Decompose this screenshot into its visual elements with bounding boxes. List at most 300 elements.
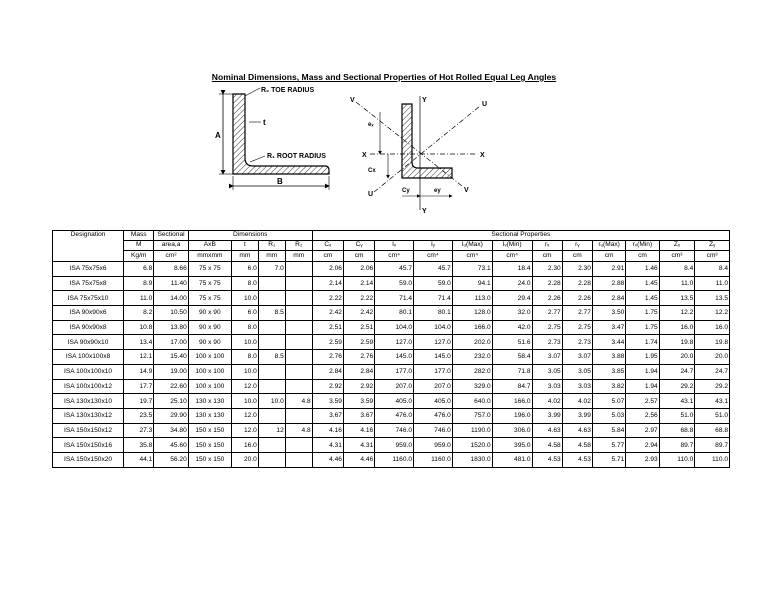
table-cell: 24.0 — [492, 276, 532, 291]
table-row — [53, 438, 730, 453]
table-cell: 29.2 — [659, 379, 695, 394]
svg-text:ey: ey — [434, 188, 441, 194]
designation-cell: ISA 130x130x12 — [53, 408, 124, 423]
table-cell: 16.0 — [695, 320, 730, 335]
table-cell: 51.0 — [659, 408, 695, 423]
table-cell: 2.77 — [562, 306, 592, 321]
table-cell: 4.53 — [532, 452, 562, 467]
table-cell: 19.00 — [154, 364, 188, 379]
designation-cell: ISA 90x90x6 — [53, 306, 124, 321]
table-cell: 75 x 75 — [188, 262, 231, 277]
table-cell: 11.40 — [154, 276, 188, 291]
table-cell: 1.46 — [626, 262, 659, 277]
table-cell: 476.0 — [414, 408, 453, 423]
toe-radius-label: R₂ TOE RADIUS — [261, 87, 315, 94]
angle-section-axes — [402, 104, 452, 178]
b-label: B — [277, 177, 283, 186]
table-cell: 80.1 — [414, 306, 453, 321]
table-cell: 113.0 — [452, 291, 492, 306]
table-cell: 100 x 100 — [188, 379, 231, 394]
table-cell — [258, 291, 285, 306]
t-label: t — [263, 118, 266, 127]
angle-section — [233, 94, 329, 174]
table-cell: 2.94 — [626, 438, 659, 453]
table-cell: 12.2 — [659, 306, 695, 321]
table-cell: 100 x 100 — [188, 350, 231, 365]
table-cell: 145.0 — [414, 350, 453, 365]
table-cell: 71.4 — [375, 291, 414, 306]
root-radius-label: R₁ ROOT RADIUS — [267, 153, 326, 160]
table-cell: 3.07 — [562, 350, 592, 365]
table-row — [53, 262, 730, 277]
table-cell: 177.0 — [414, 364, 453, 379]
table-cell: 10.0 — [231, 335, 258, 350]
table-cell: 1160.0 — [375, 452, 414, 467]
table-cell: 2.26 — [532, 291, 562, 306]
table-cell: 58.4 — [492, 350, 532, 365]
table-cell: 2.91 — [592, 262, 625, 277]
table-cell: 43.1 — [695, 394, 730, 409]
header-designation: Designation — [53, 231, 124, 262]
designation-cell: ISA 150x150x20 — [53, 452, 124, 467]
table-cell: 43.1 — [659, 394, 695, 409]
table-cell: 4.16 — [343, 423, 374, 438]
table-cell: 3.05 — [562, 364, 592, 379]
table-row — [53, 423, 730, 438]
svg-text:U: U — [482, 101, 488, 108]
table-cell: 2.51 — [343, 320, 374, 335]
table-cell — [285, 291, 312, 306]
table-cell: 166.0 — [492, 394, 532, 409]
table-cell: 12.2 — [695, 306, 730, 321]
table-cell: 2.73 — [532, 335, 562, 350]
table-cell: 59.0 — [414, 276, 453, 291]
table-cell: 145.0 — [375, 350, 414, 365]
table-cell: 11.0 — [695, 276, 730, 291]
svg-text:Y: Y — [422, 208, 427, 215]
table-cell: 16.0 — [231, 438, 258, 453]
table-cell: 12.1 — [124, 350, 154, 365]
table-cell: 8.0 — [231, 350, 258, 365]
table-cell: 2.88 — [592, 276, 625, 291]
table-cell: 3.85 — [592, 364, 625, 379]
table-cell: 84.7 — [492, 379, 532, 394]
table-cell: 481.0 — [492, 452, 532, 467]
table-row — [53, 379, 730, 394]
table-cell: 2.84 — [592, 291, 625, 306]
table-cell: 3.07 — [532, 350, 562, 365]
table-cell: 4.63 — [562, 423, 592, 438]
table-cell: 10.0 — [258, 394, 285, 409]
table-cell: 1.94 — [626, 379, 659, 394]
table-cell: 1.45 — [626, 291, 659, 306]
table-cell: 8.66 — [154, 262, 188, 277]
table-cell: 17.00 — [154, 335, 188, 350]
table-cell: 4.58 — [562, 438, 592, 453]
svg-text:Y: Y — [422, 97, 427, 104]
table-cell: 1.45 — [626, 276, 659, 291]
table-cell: 2.28 — [532, 276, 562, 291]
designation-cell: ISA 75x75x6 — [53, 262, 124, 277]
table-cell: 8.4 — [695, 262, 730, 277]
table-cell: 2.84 — [312, 364, 343, 379]
table-cell: 127.0 — [414, 335, 453, 350]
svg-text:Cy: Cy — [402, 188, 410, 194]
table-cell: 22.60 — [154, 379, 188, 394]
table-cell: 8.0 — [231, 276, 258, 291]
table-cell: 90 x 90 — [188, 335, 231, 350]
table-cell: 24.7 — [695, 364, 730, 379]
table-cell: 73.1 — [452, 262, 492, 277]
table-cell: 150 x 150 — [188, 438, 231, 453]
table-cell: 8.4 — [659, 262, 695, 277]
table-cell: 177.0 — [375, 364, 414, 379]
header-dimensions: Dimensions — [188, 231, 312, 241]
table-cell: 6.8 — [124, 262, 154, 277]
table-cell: 4.31 — [343, 438, 374, 453]
table-cell: 405.0 — [375, 394, 414, 409]
table-cell: 3.05 — [532, 364, 562, 379]
table-cell — [258, 276, 285, 291]
table-cell: 18.4 — [492, 262, 532, 277]
table-cell: 20.0 — [659, 350, 695, 365]
table-cell: 20.0 — [231, 452, 258, 467]
designation-cell: ISA 75x75x10 — [53, 291, 124, 306]
page-title: Nominal Dimensions, Mass and Sectional Properties of Hot Rolled Equal Leg Angles — [211, 72, 557, 82]
table-cell: 3.44 — [592, 335, 625, 350]
table-cell: 2.28 — [562, 276, 592, 291]
table-cell: 3.88 — [592, 350, 625, 365]
table-cell: 2.30 — [532, 262, 562, 277]
table-row — [53, 408, 730, 423]
table-cell — [285, 452, 312, 467]
table-cell: 45.7 — [414, 262, 453, 277]
table-cell — [258, 364, 285, 379]
table-cell — [285, 438, 312, 453]
angle-dimension-diagram — [205, 86, 345, 202]
table-cell: 2.59 — [343, 335, 374, 350]
table-cell: 2.73 — [562, 335, 592, 350]
table-cell: 14.9 — [124, 364, 154, 379]
table-cell: 395.0 — [492, 438, 532, 453]
table-cell: 2.14 — [312, 276, 343, 291]
table-cell: 2.59 — [312, 335, 343, 350]
table-cell: 282.0 — [452, 364, 492, 379]
table-cell: 90 x 90 — [188, 320, 231, 335]
table-cell — [285, 306, 312, 321]
table-cell — [285, 276, 312, 291]
table-cell: 2.42 — [343, 306, 374, 321]
table-cell: 1.74 — [626, 335, 659, 350]
table-cell: 75 x 75 — [188, 276, 231, 291]
svg-text:U: U — [368, 191, 374, 198]
table-cell: 4.46 — [343, 452, 374, 467]
table-cell: 130 x 130 — [188, 394, 231, 409]
table-cell: 71.8 — [492, 364, 532, 379]
table-cell: 2.57 — [626, 394, 659, 409]
table-cell: 959.0 — [414, 438, 453, 453]
table-cell: 4.02 — [562, 394, 592, 409]
table-cell: 2.75 — [532, 320, 562, 335]
table-cell: 2.06 — [343, 262, 374, 277]
table-cell: 80.1 — [375, 306, 414, 321]
table-cell: 3.67 — [343, 408, 374, 423]
table-cell: 4.58 — [532, 438, 562, 453]
table-cell: 5.07 — [592, 394, 625, 409]
table-cell: 75 x 75 — [188, 291, 231, 306]
table-cell: 11.0 — [659, 276, 695, 291]
table-cell — [258, 335, 285, 350]
table-cell: 4.8 — [285, 423, 312, 438]
table-cell — [258, 408, 285, 423]
table-cell: 1.75 — [626, 320, 659, 335]
table-cell — [258, 320, 285, 335]
a-label: A — [215, 131, 221, 140]
table-cell: 3.59 — [343, 394, 374, 409]
designation-cell: ISA 150x150x12 — [53, 423, 124, 438]
table-cell: 15.40 — [154, 350, 188, 365]
table-row — [53, 335, 730, 350]
table-cell: 32.0 — [492, 306, 532, 321]
table-cell: 2.93 — [626, 452, 659, 467]
table-cell: 45.7 — [375, 262, 414, 277]
table-cell: 4.02 — [532, 394, 562, 409]
table-cell: 2.26 — [562, 291, 592, 306]
table-cell: 1.95 — [626, 350, 659, 365]
table-cell: 42.0 — [492, 320, 532, 335]
table-cell: 104.0 — [375, 320, 414, 335]
table-cell: 29.90 — [154, 408, 188, 423]
svg-text:V: V — [350, 97, 355, 104]
table-cell: 5.84 — [592, 423, 625, 438]
svg-text:V: V — [464, 187, 469, 194]
table-cell: 68.8 — [695, 423, 730, 438]
table-cell: 4.16 — [312, 423, 343, 438]
table-cell: 130 x 130 — [188, 408, 231, 423]
table-cell: 6.0 — [231, 262, 258, 277]
table-cell: 746.0 — [375, 423, 414, 438]
table-cell: 23.5 — [124, 408, 154, 423]
svg-text:Cx: Cx — [368, 168, 376, 174]
table-cell: 405.0 — [414, 394, 453, 409]
table-cell: 10.0 — [231, 364, 258, 379]
table-cell: 127.0 — [375, 335, 414, 350]
table-cell — [285, 262, 312, 277]
table-cell: 4.53 — [562, 452, 592, 467]
table-cell: 20.0 — [695, 350, 730, 365]
designation-cell: ISA 90x90x8 — [53, 320, 124, 335]
table-cell: 166.0 — [452, 320, 492, 335]
table-cell: 2.06 — [312, 262, 343, 277]
designation-cell: ISA 130x130x10 — [53, 394, 124, 409]
table-cell — [258, 438, 285, 453]
table-cell: 2.42 — [312, 306, 343, 321]
svg-text:eₓ: eₓ — [368, 122, 374, 128]
table-cell: 94.1 — [452, 276, 492, 291]
table-cell: 2.51 — [312, 320, 343, 335]
table-cell: 207.0 — [414, 379, 453, 394]
table-cell: 8.5 — [258, 306, 285, 321]
designation-cell: ISA 90x90x10 — [53, 335, 124, 350]
table-cell: 8.9 — [124, 276, 154, 291]
table-row — [53, 291, 730, 306]
table-cell: 3.67 — [312, 408, 343, 423]
table-cell: 19.8 — [659, 335, 695, 350]
table-cell: 27.3 — [124, 423, 154, 438]
table-row — [53, 350, 730, 365]
header-sectional-properties: Sectional Properties — [312, 231, 729, 241]
table-cell: 4.31 — [312, 438, 343, 453]
table-cell: 45.60 — [154, 438, 188, 453]
table-cell: 5.03 — [592, 408, 625, 423]
table-cell: 110.0 — [659, 452, 695, 467]
table-cell: 8.5 — [258, 350, 285, 365]
table-cell: 71.4 — [414, 291, 453, 306]
table-cell: 12.0 — [231, 408, 258, 423]
table-cell: 3.03 — [532, 379, 562, 394]
table-cell: 29.2 — [695, 379, 730, 394]
table-cell: 4.46 — [312, 452, 343, 467]
table-cell: 56.20 — [154, 452, 188, 467]
table-cell: 16.0 — [659, 320, 695, 335]
table-cell: 13.5 — [695, 291, 730, 306]
table-cell: 3.50 — [592, 306, 625, 321]
table-cell: 44.1 — [124, 452, 154, 467]
table-cell: 89.7 — [659, 438, 695, 453]
table-body — [53, 262, 730, 468]
designation-cell: ISA 75x75x8 — [53, 276, 124, 291]
table-cell — [258, 452, 285, 467]
table-cell: 24.7 — [659, 364, 695, 379]
designation-cell: ISA 100x100x10 — [53, 364, 124, 379]
table-cell: 12 — [258, 423, 285, 438]
table-cell: 202.0 — [452, 335, 492, 350]
table-cell — [285, 335, 312, 350]
table-cell: 1830.0 — [452, 452, 492, 467]
table-row — [53, 320, 730, 335]
table-row — [53, 364, 730, 379]
table-cell: 10.0 — [231, 394, 258, 409]
table-cell: 104.0 — [414, 320, 453, 335]
table-cell: 29.4 — [492, 291, 532, 306]
table-cell: 2.92 — [312, 379, 343, 394]
table-cell: 150 x 150 — [188, 452, 231, 467]
table-cell: 11.0 — [124, 291, 154, 306]
svg-text:X: X — [480, 152, 485, 159]
table-cell: 306.0 — [492, 423, 532, 438]
table-cell: 2.56 — [626, 408, 659, 423]
table-cell: 3.99 — [562, 408, 592, 423]
table-cell: 90 x 90 — [188, 306, 231, 321]
table-cell: 10.0 — [231, 291, 258, 306]
properties-table: Designation Mass Sectional Dimensions Sectional Properties M area,a AxB t R₁ R₂ Cₓ Cᵧ Iₓ Iᵧ Iᵤ(Max) Iᵥ(Min) rₓ rᵧ rᵤ(Max) rᵥ(Min) Zₓ Zᵧ Kg/m cm² mmxmm mm mm mm cm cm cm⁴ cm⁴ cm⁴ cm⁴ cm cm cm cm cm³ cm³ ISA 75x75x6 6.8 8.66 75 x 75 6.0 7.0 2.06 2.06 45.7 45.7 73.1 18.4 2.30 2.30 2.91 1.46 8.4 8.4 ISA 75x75x8 8.9 11.40 75 x 75 8.0 2.14 2.14 59.0 59.0 94.1 24.0 2.28 2.28 2.88 1.45 11.0 11.0 ISA 75x75x10 11.0 14.00 75 x 75 10.0 2.22 2.22 71.4 71.4 113.0 29.4 2.26 2.26 2.84 1.45 13.5 13.5 ISA 90x90x6 8.2 10.50 90 x 90 6.0 8.5 2.42 2.42 80.1 80.1 128.0 32.0 2.77 2.77 3.50 1.75 12.2 12.2 ISA 90x90x8 10.8 13.80 90 x 90 8.0 2.51 2.51 104.0 104.0 166.0 42.0 2.75 2.75 3.47 1.75 16.0 16.0 ISA 90x90x10 13.4 17.00 90 x 90 10.0 2.59 2.59 127.0 127.0 202.0 51.6 2.73 2.73 3.44 1.74 19.8 19.8 ISA 100x100x8 12.1 15.40 100 x 100 8.0 8.5 2.76 2.76 145.0 145.0 232.0 58.4 3.07 3.07 3.88 1.95 20.0 20.0 ISA 100x100x10 14.9 19.00 100 x 100 10.0 2.84 2.84 177.0 177.0 282.0 71.8 3.05 3.05 3.85 1.94 24.7 24.7 ISA 100x100x12 17.7 22.60 100 x 100 12.0 2.92 2.92 207.0 207.0 329.0 84.7 3.03 3.03 3.82 1.94 29.2 29.2 ISA 130x130x10 19.7 25.10 130 x 130 10.0 10.0 4.8 3.59 3.59 405.0 405.0 640.0 166.0 4.02 4.02 5.07 2.57 43.1 43.1 ISA 130x130x12 23.5 29.90 130 x 130 12.0 3.67 3.67 476.0 476.0 757.0 196.0 3.99 3.99 5.03 2.56 51.0 51.0 ISA 150x150x12 27.3 34.80 150 x 150 12.0 12 4.8 4.16 4.16 746.0 746.0 1190.0 306.0 4.63 4.63 5.84 2.97 68.8 68.8 ISA 150x150x16 35.8 45.60 150 x 150 16.0 4.31 4.31 959.0 959.0 1520.0 395.0 4.58 4.58 5.77 2.94 89.7 89.7 ISA 150x150x20 44.1 56.20 150 x 150 20.0 4.46 4.46 1160.0 1160.0 1830.0 481.0 4.53 4.53 5.71 2.93 110.0 110.0 — [52, 230, 730, 468]
table-cell — [285, 408, 312, 423]
table-cell: 3.03 — [562, 379, 592, 394]
table-row — [53, 394, 730, 409]
table-cell: 207.0 — [375, 379, 414, 394]
table-cell — [285, 320, 312, 335]
table-cell: 8.2 — [124, 306, 154, 321]
table-cell: 7.0 — [258, 262, 285, 277]
table-cell: 476.0 — [375, 408, 414, 423]
table-cell: 13.5 — [659, 291, 695, 306]
table-cell: 2.22 — [343, 291, 374, 306]
table-cell: 14.00 — [154, 291, 188, 306]
table-cell: 17.7 — [124, 379, 154, 394]
table-cell: 1.75 — [626, 306, 659, 321]
table-cell: 232.0 — [452, 350, 492, 365]
table-cell: 2.30 — [562, 262, 592, 277]
svg-text:X: X — [362, 152, 367, 159]
table-cell: 12.0 — [231, 423, 258, 438]
table-cell — [285, 364, 312, 379]
table-cell: 640.0 — [452, 394, 492, 409]
table-cell: 2.76 — [343, 350, 374, 365]
table-cell: 2.97 — [626, 423, 659, 438]
designation-cell: ISA 100x100x12 — [53, 379, 124, 394]
table-cell — [285, 379, 312, 394]
table-cell: 35.8 — [124, 438, 154, 453]
table-cell: 25.10 — [154, 394, 188, 409]
designation-cell: ISA 150x150x16 — [53, 438, 124, 453]
table-cell: 19.7 — [124, 394, 154, 409]
table-cell: 150 x 150 — [188, 423, 231, 438]
table-cell: 6.0 — [231, 306, 258, 321]
table-cell: 8.0 — [231, 320, 258, 335]
table-cell: 19.8 — [695, 335, 730, 350]
table-cell: 128.0 — [452, 306, 492, 321]
table-cell — [258, 379, 285, 394]
designation-cell: ISA 100x100x8 — [53, 350, 124, 365]
axes-diagram — [340, 92, 500, 216]
table-cell: 2.77 — [532, 306, 562, 321]
table-cell: 1160.0 — [414, 452, 453, 467]
table-cell: 3.99 — [532, 408, 562, 423]
table-cell: 959.0 — [375, 438, 414, 453]
table-cell: 89.7 — [695, 438, 730, 453]
table-cell: 2.76 — [312, 350, 343, 365]
table-cell: 5.71 — [592, 452, 625, 467]
table-cell: 2.84 — [343, 364, 374, 379]
table-cell: 2.14 — [343, 276, 374, 291]
table-cell: 13.80 — [154, 320, 188, 335]
table-cell: 2.22 — [312, 291, 343, 306]
table-cell: 757.0 — [452, 408, 492, 423]
table-cell: 1190.0 — [452, 423, 492, 438]
table-cell: 110.0 — [695, 452, 730, 467]
table-cell: 100 x 100 — [188, 364, 231, 379]
table-cell: 59.0 — [375, 276, 414, 291]
table-cell: 329.0 — [452, 379, 492, 394]
table-cell: 3.59 — [312, 394, 343, 409]
table-cell: 4.8 — [285, 394, 312, 409]
table-cell: 3.82 — [592, 379, 625, 394]
table-cell — [285, 350, 312, 365]
table-cell: 3.47 — [592, 320, 625, 335]
table-cell: 51.6 — [492, 335, 532, 350]
table-cell: 10.8 — [124, 320, 154, 335]
table-row — [53, 306, 730, 321]
table-cell: 34.80 — [154, 423, 188, 438]
table-row — [53, 452, 730, 467]
table-row — [53, 276, 730, 291]
table-cell: 4.63 — [532, 423, 562, 438]
table-cell: 2.75 — [562, 320, 592, 335]
table-cell: 5.77 — [592, 438, 625, 453]
table-cell: 13.4 — [124, 335, 154, 350]
table-cell: 68.8 — [659, 423, 695, 438]
table-cell: 51.0 — [695, 408, 730, 423]
